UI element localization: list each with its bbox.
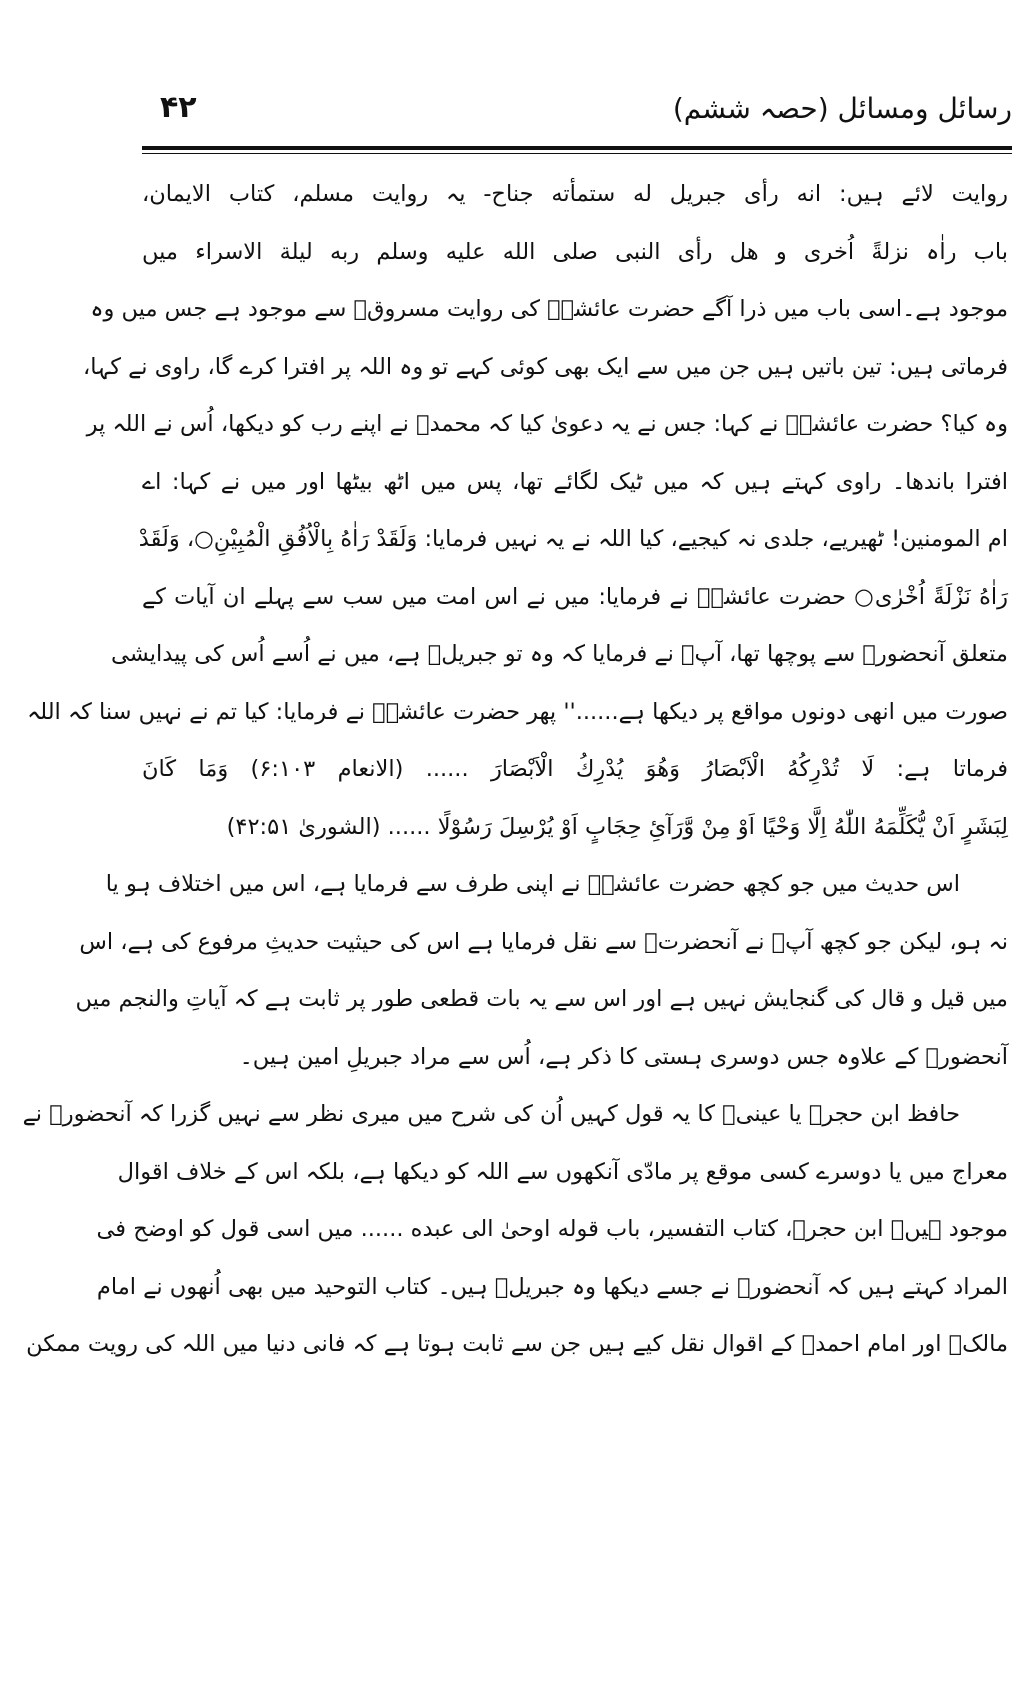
page-number: ۴۲ (160, 90, 197, 125)
text-line: موجود ہیں۔ ابن حجرؒ، کتاب التفسیر، باب قوله اوحیٰ الی عبده ...... میں اسی قول کو اوضح فی (96, 1216, 1008, 1242)
header-rule-thin (142, 153, 1012, 154)
text-line: مالکؒ اور امام احمدؒ کے اقوال نقل کیے ہیں جن سے ثابت ہوتا ہے کہ فانی دنیا میں اللہ کی رویت ممکن (26, 1331, 1008, 1357)
text-line: اس حدیث میں جو کچھ حضرت عائشہؓ نے اپنی طرف سے فرمایا ہے، اس میں اختلاف ہو یا (105, 871, 960, 897)
text-line: صورت میں انھی دونوں مواقع پر دیکھا ہے......'' پھر حضرت عائشہؓ نے فرمایا: کیا تم نے نہیں سنا کہ اللہ (27, 698, 1008, 725)
text-line: المراد کہتے ہیں کہ آنحضورؐ نے جسے دیکھا وہ جبریلؑ ہیں۔ کتاب التوحید میں بھی اُنھوں نے امام (96, 1273, 1008, 1300)
text-line: حافظ ابن حجرؒ یا عینیؒ کا یہ قول کہیں اُن کی شرح میں میری نظر سے نہیں گزرا کہ آنحضورؐ نے (22, 1101, 960, 1127)
text-line: نہ ہو، لیکن جو کچھ آپؓ نے آنحضرتؐ سے نقل فرمایا ہے اس کی حیثیت حدیثِ مرفوع کی ہے، اس (79, 928, 1008, 955)
text-line: افترا باندھا۔ راوی کہتے ہیں کہ میں ٹیک لگائے تھا، پس میں اٹھ بیٹھا اور میں نے کہا: اے (142, 468, 1008, 495)
running-title: رسائل ومسائل (حصہ ششم) (672, 92, 1012, 125)
body-text (22, 166, 1008, 1374)
text-line: آنحضورؐ کے علاوہ جس دوسری ہستی کا ذکر ہے، اُس سے مراد جبریلِ امین ہیں۔ (239, 1043, 1008, 1070)
text-line: لِبَشَرٍ اَنْ يُّكَلِّمَهُ اللّٰهُ اِلَّا وَحْيًا اَوْ مِنْ وَّرَآئِ حِجَابٍ اَوْ يُرْسِلَ رَسُوْلًا ...... (الشوریٰ ۴۲:۵۱) (226, 813, 1008, 840)
text-line: رَاٰهُ نَزْلَةً اُخْرٰى○ حضرت عائشہؓ نے فرمایا: میں نے اس امت میں سب سے پہلے ان آیات کے (142, 583, 1008, 610)
text-line: فرماتا ہے: لَا تُدْرِكُهُ الْاَبْصَارُ وَهُوَ يُدْرِكُ الْاَبْصَارَ ...... (الانعام ۶:۱۰۳) وَمَا كَانَ (142, 756, 1008, 782)
page-header (142, 86, 1012, 146)
text-line: معراج میں یا دوسرے کسی موقع پر مادّی آنکھوں سے اللہ کو دیکھا ہے، بلکہ اس کے خلاف اقوال (117, 1158, 1008, 1185)
text-line: وہ کیا؟ حضرت عائشہؓ نے کہا: جس نے یہ دعویٰ کیا کہ محمدؐ نے اپنے رب کو دیکھا، اُس نے اللہ پر (86, 411, 1008, 437)
header-rule (142, 146, 1012, 150)
text-line: متعلق آنحضورؐ سے پوچھا تھا، آپؐ نے فرمایا کہ وہ تو جبریلؑ ہے، میں نے اُسے اُس کی پیدایشی (110, 641, 1008, 667)
text-line: موجود ہے۔اسی باب میں ذرا آگے حضرت عائشہؓ کی روایت مسروقؒ سے موجود ہے جس میں وہ (90, 296, 1008, 322)
text-line: روایت لائے ہیں: انه رأی جبریل له ستمأته جناح- یہ روایت مسلم، کتاب الایمان، (142, 181, 1008, 207)
text-line: ام المومنین! ٹھیریے، جلدی نہ کیجیے، کیا اللہ نے یہ نہیں فرمایا: وَلَقَدْ رَاٰهُ بِالْاُفُقِ الْمُبِيْنِ○، وَلَقَدْ (138, 526, 1008, 552)
text-line: باب راٰہ نزلةً اُخری و ھل رأی النبی صلی الله علیه وسلم ربه لیلة الاسراء میں (142, 238, 1008, 265)
text-line: فرماتی ہیں: تین باتیں ہیں جن میں سے ایک بھی کوئی کہے تو وہ اللہ پر افترا کرے گا، راوی نے کہا، (82, 353, 1008, 380)
text-line: میں قیل و قال کی گنجایش نہیں ہے اور اس سے یہ بات قطعی طور پر ثابت ہے کہ آیاتِ والنجم میں (75, 986, 1008, 1012)
